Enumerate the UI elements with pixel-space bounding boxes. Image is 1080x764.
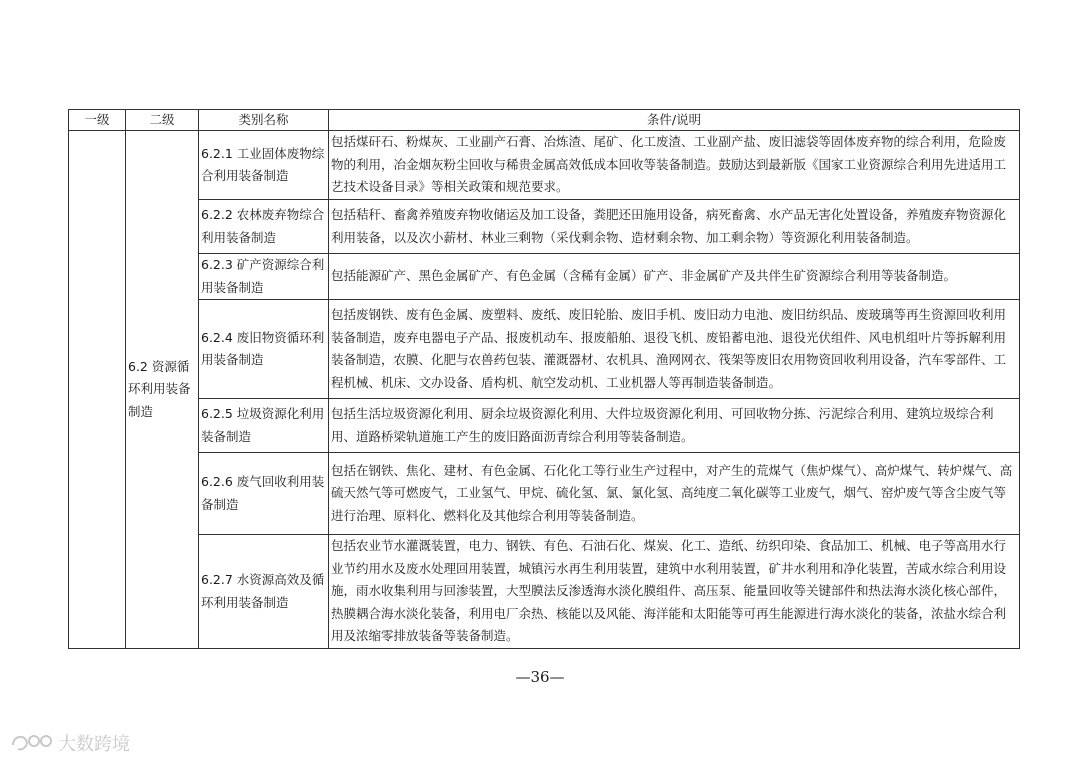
description-cell: 包括农业节水灌溉装置，电力、钢铁、有色、石油石化、煤炭、化工、造纸、纺织印染、食品加工、机械、电子等高用水行业节约用水及废水处理回用装置，城镇污水再生利用装置，建筑中水利用装置，矿井水利用和净化装置，苦咸水综合利用设施，雨水收集利用与回渗装置，大型膜法反渗透海水淡化膜组件、高压泵、能量回收等关键部件和热法海水淡化核心部件，热膜耦合海水淡化装备，利用电厂余热、核能以及风能、海洋能和太阳能等可再生能源进行海水淡化的装备，浓盐水综合利用及浓缩零排放装备等装备制造。 xyxy=(329,535,1020,649)
header-description: 条件/说明 xyxy=(329,110,1020,131)
watermark-text: 大数跨境 xyxy=(58,734,130,755)
category-cell: 6.2.4 废旧物资循环利用装备制造 xyxy=(199,300,329,399)
category-cell: 6.2.2 农林废弃物综合利用装备制造 xyxy=(199,200,329,254)
category-cell: 6.2.6 废气回收利用装备制造 xyxy=(199,453,329,535)
header-level2: 二级 xyxy=(126,110,199,131)
table-row xyxy=(69,254,1020,300)
level1-cell xyxy=(69,131,126,649)
description-cell: 包括能源矿产、黑色金属矿产、有色金属（含稀有金属）矿产、非金属矿产及共伴生矿资源综合利用等装备制造。 xyxy=(329,254,1020,300)
description-cell: 包括秸秆、畜禽养殖废弃物收储运及加工设备，粪肥还田施用设备，病死畜禽、水产品无害化处置设备，养殖废弃物资源化利用装备，以及次小薪材、林业三剩物（采伐剩余物、造材剩余物、加工剩余物）等资源化利用装备制造。 xyxy=(329,200,1020,254)
table-row xyxy=(69,131,1020,200)
level2-cell: 6.2 资源循环利用装备制造 xyxy=(126,131,199,649)
table-row xyxy=(69,300,1020,399)
description-cell: 包括在钢铁、焦化、建材、有色金属、石化化工等行业生产过程中，对产生的荒煤气（焦炉煤气）、高炉煤气、转炉煤气、高硫天然气等可燃废气，工业氢气、甲烷、硫化氢、氯、氯化氢、高纯度二氧化碳等工业废气，烟气、窑炉废气等含尘废气等进行治理、原料化、燃料化及其他综合利用等装备制造。 xyxy=(329,453,1020,535)
header-row xyxy=(69,110,1020,131)
table-row xyxy=(69,535,1020,649)
watermark xyxy=(10,730,130,756)
catalog-table xyxy=(68,109,1020,649)
description-cell: 包括生活垃圾资源化利用、厨余垃圾资源化利用、大件垃圾资源化利用、可回收物分拣、污泥综合利用、建筑垃圾综合利用、道路桥梁轨道施工产生的废旧路面沥青综合利用等装备制造。 xyxy=(329,399,1020,453)
table-row xyxy=(69,200,1020,254)
logo-icon xyxy=(10,731,54,755)
category-cell: 6.2.7 水资源高效及循环利用装备制造 xyxy=(199,535,329,649)
category-cell: 6.2.1 工业固体废物综合利用装备制造 xyxy=(199,131,329,200)
table-row xyxy=(69,399,1020,453)
description-cell: 包括废钢铁、废有色金属、废塑料、废纸、废旧轮胎、废旧手机、废旧动力电池、废旧纺织品、废玻璃等再生资源回收利用装备制造，废弃电器电子产品、报废机动车、报废船舶、退役飞机、废铅蓄电池、退役光伏组件、风电机组叶片等拆解利用装备制造，农膜、化肥与农兽药包装、灌溉器材、农机具、渔网网衣、筏架等废旧农用物资回收利用设备，汽车零部件、工程机械、机床、文办设备、盾构机、航空发动机、工业机器人等再制造装备制造。 xyxy=(329,300,1020,399)
header-level1: 一级 xyxy=(69,110,126,131)
category-cell: 6.2.5 垃圾资源化利用装备制造 xyxy=(199,399,329,453)
page-number: —36— xyxy=(515,668,565,686)
header-category: 类别名称 xyxy=(199,110,329,131)
description-cell: 包括煤矸石、粉煤灰、工业副产石膏、冶炼渣、尾矿、化工废渣、工业副产盐、废旧滤袋等固体废弃物的综合利用，危险废物的利用，冶金烟灰粉尘回收与稀贵金属高效低成本回收等装备制造。鼓励达到最新版《国家工业资源综合利用先进适用工艺技术设备目录》等相关政策和规范要求。 xyxy=(329,131,1020,200)
table-row xyxy=(69,453,1020,535)
category-cell: 6.2.3 矿产资源综合利用装备制造 xyxy=(199,254,329,300)
